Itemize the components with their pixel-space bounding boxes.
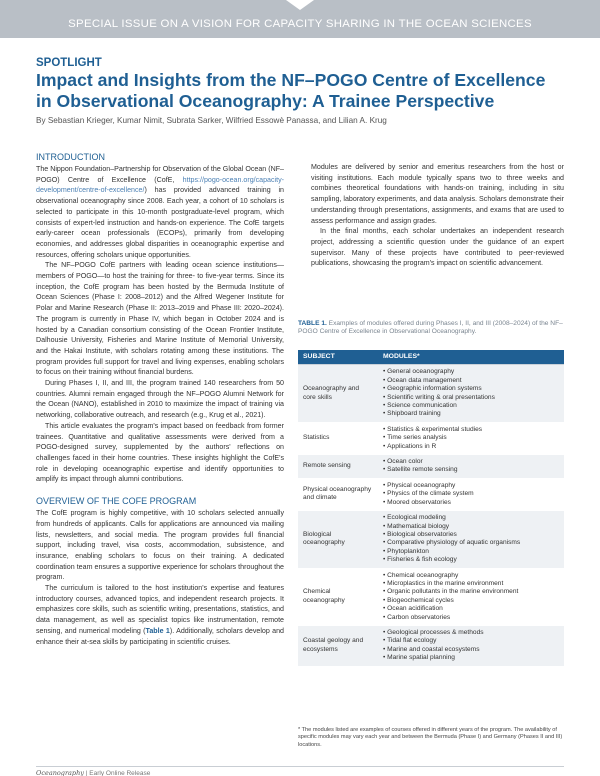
module-item: • Geological processes & methods — [383, 629, 559, 637]
module-item: • Microplastics in the marine environment — [383, 580, 559, 588]
module-item: • Ocean acidification — [383, 605, 559, 613]
module-item: • Chemical oceanography — [383, 572, 559, 580]
subject-cell: Physical oceanography and climate — [298, 478, 378, 510]
module-item: • Marine spatial planning — [383, 654, 559, 662]
table-row — [298, 422, 564, 454]
module-item: • General oceanography — [383, 368, 559, 376]
journal-name: Oceanography — [36, 769, 84, 776]
module-item: • Applications in R — [383, 443, 559, 451]
table-header-row — [298, 350, 564, 365]
subject-cell: Chemical oceanography — [298, 568, 378, 625]
subject-cell: Remote sensing — [298, 455, 378, 479]
table-row — [298, 478, 564, 510]
intro-paragraph-4: This article evaluates the program's impact based on feedback from former trainees. Quantitative and qualitative assessments were derived from a POGO-designed survey, supplemented by the authors' reflections on challenges faced in their home countries. These insights highlight the CofE's role in developing oceanographic expertise and identify opportunities to amplify its impact through alumni contributions. — [36, 421, 284, 484]
module-item: • Physics of the climate system — [383, 490, 559, 498]
module-item: • Satellite remote sensing — [383, 466, 559, 474]
module-item: • Tidal flat ecology — [383, 637, 559, 645]
module-item: • Carbon observatories — [383, 614, 559, 622]
module-item: • Ecological modeling — [383, 514, 559, 522]
table-footnote: * The modules listed are examples of courses offered in different years of the program. The availability of specific modules may vary each year and between the Bermuda (Phase I) and Germany (Phases II and III) locations. — [298, 727, 563, 748]
right-column — [311, 162, 564, 269]
intro-paragraph-3: During Phases I, II, and III, the program trained 140 researchers from 50 countries. Alumni remain engaged through the NF–POGO Alumni Network for the Ocean (NANO), established in 2010 to maximize the impact of training via networking, collaborative outreach, and research (e.g., Krug et al., 2021). — [36, 379, 284, 420]
module-item: • Organic pollutants in the marine environment — [383, 588, 559, 596]
table-row — [298, 365, 564, 422]
right-paragraph-1: Modules are delivered by senior and emeritus researchers from the host or visiting institutions. Each module typically spans two to three weeks and combines theoretical foundations with hands-on training, including in situ sampling, laboratory experiments, and data analysis. Scholars demonstrate their understanding through presentations, assignments, and exams that are used to assess performance and assign grades. — [311, 163, 564, 225]
left-column — [36, 152, 284, 647]
table-row — [298, 455, 564, 479]
release-label: Early Online Release — [89, 770, 151, 776]
intro-paragraph-2: The NF–POGO CofE partners with leading ocean science institutions—members of POGO—to host the training for three- to five-year terms. Since its inception, the CofE program has been hosted by the Bermuda Institute of Ocean Sciences (Phase I: 2008–2012) and the Alfred Wegener Institute for Polar and Marine Research (Phase II: 2013–2019 and Phase III: 2020–2024). The program is currently in Phase IV, which began in October 2024 and is hosted by a Canadian consortium consisting of the Ocean Frontier Institute, Dalhousie University, Fisheries and Marine Institute of Memorial University, and the Hakai Institute, with scholars rotating among these institutions. The program provides full support for travel and living expenses, enabling scholars to focus on their training without financial burdens. — [36, 261, 284, 377]
subject-column-header: SUBJECT — [298, 350, 378, 365]
module-item: • Statistics & experimental studies — [383, 426, 559, 434]
module-item: • Phytoplankton — [383, 548, 559, 556]
modules-table — [298, 350, 564, 667]
module-item: • Physical oceanography — [383, 482, 559, 490]
subject-cell: Biological oceanography — [298, 511, 378, 568]
module-item: • Mathematical biology — [383, 523, 559, 531]
modules-cell — [378, 568, 564, 625]
module-list — [383, 426, 559, 451]
footer-divider — [36, 766, 564, 767]
module-item: • Geographic information systems — [383, 385, 559, 393]
module-item: • Biological observatories — [383, 531, 559, 539]
cofe-url-link[interactable]: https://pogo-ocean.org/capacity-development/centre-of-excellence/ — [36, 175, 284, 195]
article-title: Impact and Insights from the NF–POGO Centre of Excellence in Observational Oceanography: A Trainee Perspective — [36, 70, 546, 111]
module-item: • Fisheries & fish ecology — [383, 556, 559, 564]
module-item: • Shipboard training — [383, 410, 559, 418]
table-1-reference-link[interactable]: Table 1 — [145, 626, 170, 635]
module-list — [383, 572, 559, 622]
module-item: • Ocean color — [383, 458, 559, 466]
spotlight-label: SPOTLIGHT — [36, 57, 102, 69]
modules-cell — [378, 455, 564, 479]
table-row — [298, 511, 564, 568]
special-issue-banner — [0, 0, 600, 38]
module-list — [383, 368, 559, 418]
banner-text: SPECIAL ISSUE ON A VISION FOR CAPACITY SHARING IN THE OCEAN SCIENCES — [68, 18, 532, 30]
modules-cell — [378, 625, 564, 666]
module-list — [383, 629, 559, 663]
subject-cell: Statistics — [298, 422, 378, 454]
subject-cell: Oceanography and core skills — [298, 365, 378, 422]
module-item: • Marine and coastal ecosystems — [383, 646, 559, 654]
table-body — [298, 365, 564, 666]
module-list — [383, 482, 559, 507]
module-list — [383, 514, 559, 564]
modules-column-header: MODULES* — [378, 350, 564, 365]
page-footer: Oceanography | Early Online Release — [36, 769, 151, 776]
module-list — [383, 458, 559, 475]
author-line: By Sebastian Krieger, Kumar Nimit, Subrata Sarker, Wilfried Essowè Panassa, and Lilian A. Krug — [36, 116, 387, 125]
module-item: • Comparative physiology of aquatic organisms — [383, 539, 559, 547]
module-item: • Biogeochemical cycles — [383, 597, 559, 605]
banner-notch — [286, 0, 314, 10]
modules-cell — [378, 511, 564, 568]
table-row — [298, 568, 564, 625]
overview-heading: OVERVIEW OF THE COFE PROGRAM — [36, 496, 197, 507]
intro-paragraph-1: The Nippon Foundation–Partnership for Observation of the Global Ocean (NF–POGO) Centre of Excellence (CofE, https://pogo-ocean.org/capacity-development/centre-of-excellence/) has provided advanced training in observational oceanography since 2008. Each year, a cohort of 10 scholars is selected to participate in this 10-month postgraduate-level program, which consists of expert-led instruction and hands-on experience. The CofE targets early-career ocean professionals (ECOPs), primarily from developing economies, and addresses global disparities in oceanographic expertise and resources, offering scholars unique opportunities. — [36, 165, 284, 259]
module-item: • Science communication — [383, 402, 559, 410]
modules-cell — [378, 478, 564, 510]
table-1-caption: TABLE 1. Examples of modules offered during Phases I, II, and III (2008–2024) of the NF–POGO Centre of Excellence in Observational Oceanography. — [298, 320, 563, 336]
module-item: • Time series analysis — [383, 434, 559, 442]
overview-paragraph-2: The curriculum is tailored to the host institution's expertise and features introductory courses, advanced topics, and independent research projects. It emphasizes core skills, such as scientific writing, presentations, statistics, and data management, as well as specialist topics like instrumentation, remote sensing, and numerical modeling (Table 1). Additionally, scholars develop and enhance their at-sea skills by participating in scientific cruises. — [36, 584, 284, 646]
module-item: • Scientific writing & oral presentations — [383, 394, 559, 402]
subject-cell: Coastal geology and ecosystems — [298, 625, 378, 666]
modules-cell — [378, 365, 564, 422]
modules-cell — [378, 422, 564, 454]
introduction-heading: INTRODUCTION — [36, 152, 105, 162]
module-item: • Ocean data management — [383, 377, 559, 385]
table-row — [298, 625, 564, 666]
overview-paragraph-1: The CofE program is highly competitive, with 10 scholars selected annually from hundreds of applicants. Calls for applications are announced via mailing lists, newsletters, and social media. The program provides full financial support, including travel, visa costs, accommodation, subsistence, and insurance, enabling scholars to focus on their training. A dedicated coordination team ensures a supportive experience for scholars throughout the program. — [36, 509, 284, 582]
module-item: • Moored observatories — [383, 499, 559, 507]
right-paragraph-2: In the final months, each scholar undertakes an independent research project, addressing a scientific question under the guidance of an expert supervisor. Many of these projects have contributed to peer-reviewed publications, showcasing the program's impact on scientific advancement. — [311, 227, 564, 268]
